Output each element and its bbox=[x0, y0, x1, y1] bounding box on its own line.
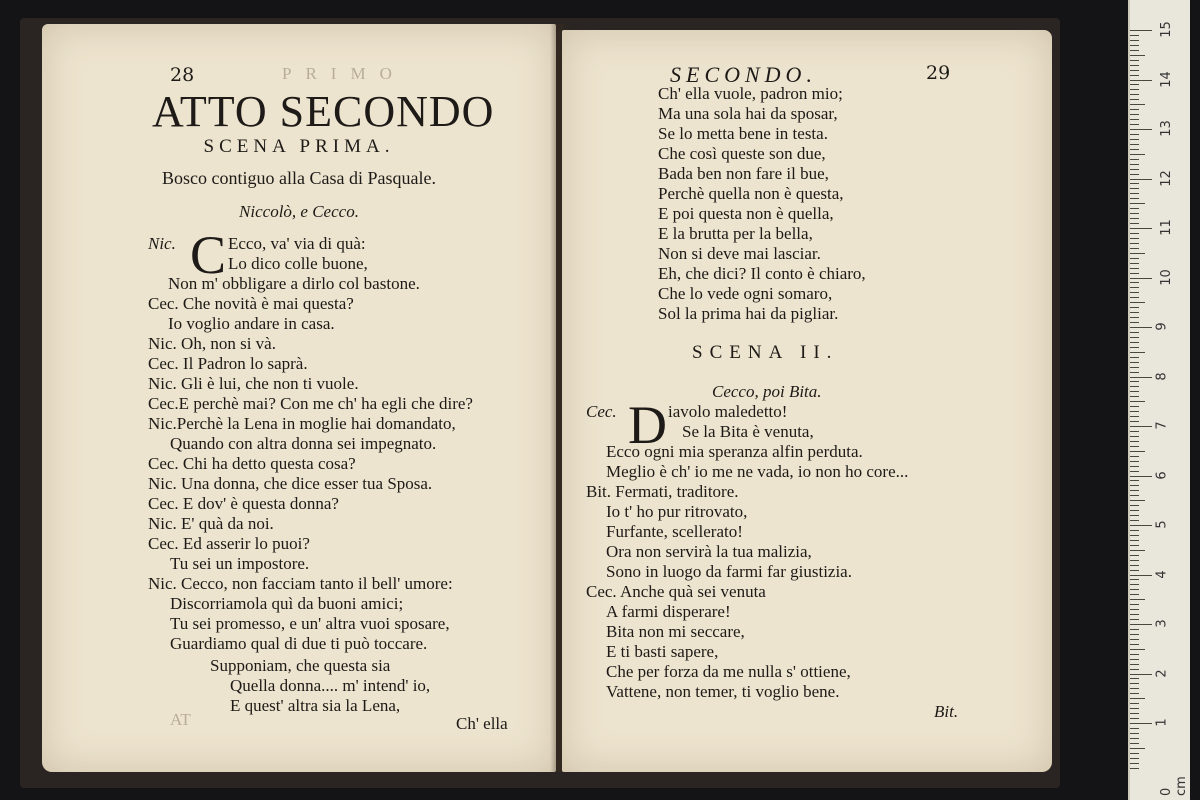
ruler-tick bbox=[1130, 233, 1139, 234]
text-line: Sol la prima hai da pigliar. bbox=[658, 304, 839, 323]
text-line: Che così queste son due, bbox=[658, 144, 826, 163]
text-line: Io voglio andare in casa. bbox=[168, 314, 335, 333]
ruler-tick bbox=[1130, 659, 1139, 660]
ruler-tick bbox=[1130, 708, 1139, 709]
text-line: Io t' ho pur ritrovato, bbox=[606, 502, 748, 521]
text-line: Ch' ella vuole, padron mio; bbox=[658, 84, 843, 103]
text-line: Cec. Chi ha detto questa cosa? bbox=[148, 454, 356, 473]
ruler-tick bbox=[1130, 193, 1139, 194]
text-line: Guardiamo qual di due ti può toccare. bbox=[170, 634, 428, 653]
ruler-tick bbox=[1130, 634, 1139, 635]
ruler-tick bbox=[1130, 748, 1145, 749]
text-line: Cec. Ed asserir lo puoi? bbox=[148, 534, 310, 553]
ruler-tick bbox=[1130, 545, 1139, 546]
ruler-tick bbox=[1130, 50, 1139, 51]
ruler-tick bbox=[1130, 669, 1139, 670]
ruler-tick bbox=[1130, 649, 1145, 650]
ruler-tick bbox=[1130, 654, 1139, 655]
ruler-tick bbox=[1130, 104, 1145, 105]
ruler-tick bbox=[1130, 570, 1139, 571]
ruler-number: 1 bbox=[1154, 718, 1170, 727]
text-line: Cec. Anche quà sei venuta bbox=[586, 582, 766, 601]
ruler-tick bbox=[1130, 55, 1145, 56]
speaker-label: Nic. bbox=[148, 234, 176, 253]
ruler-number: 3 bbox=[1154, 619, 1170, 628]
ruler-number: 12 bbox=[1158, 169, 1174, 187]
text-line: Bita non mi seccare, bbox=[606, 622, 745, 641]
ruler-tick bbox=[1130, 505, 1139, 506]
ruler-tick bbox=[1130, 35, 1139, 36]
ruler-tick bbox=[1130, 287, 1139, 288]
text-line: Eh, che dici? Il conto è chiaro, bbox=[658, 264, 866, 283]
drop-cap: C bbox=[190, 225, 227, 285]
ruler-tick bbox=[1130, 297, 1139, 298]
text-line: Se lo metta bene in testa. bbox=[658, 124, 828, 143]
ruler-tick bbox=[1130, 396, 1139, 397]
ruler-tick bbox=[1130, 758, 1139, 759]
ruler-tick bbox=[1130, 238, 1139, 239]
ruler-tick bbox=[1130, 485, 1139, 486]
text-line: Non m' obbligare a dirlo col bastone. bbox=[168, 274, 420, 293]
ruler-tick bbox=[1130, 471, 1139, 472]
ruler-tick bbox=[1130, 500, 1145, 501]
ruler-tick bbox=[1130, 99, 1139, 100]
ruler-tick bbox=[1130, 728, 1139, 729]
text-line: E ti basti sapere, bbox=[606, 642, 719, 661]
text-line: Ecco, va' via di quà: bbox=[228, 234, 366, 253]
ruler-tick bbox=[1130, 579, 1139, 580]
ruler-tick bbox=[1130, 703, 1139, 704]
ruler-tick bbox=[1130, 609, 1139, 610]
ruler-tick bbox=[1130, 372, 1139, 373]
ruler-tick bbox=[1130, 768, 1139, 769]
ruler-tick bbox=[1130, 535, 1139, 536]
text-line: Bit. Fermati, traditore. bbox=[586, 482, 739, 501]
ruler-tick bbox=[1130, 302, 1145, 303]
ruler-tick bbox=[1130, 530, 1139, 531]
text-line: Che lo vede ogni somaro, bbox=[658, 284, 833, 303]
ruler-tick bbox=[1130, 268, 1139, 269]
ruler-tick bbox=[1130, 723, 1152, 724]
ruler-number: 11 bbox=[1158, 219, 1174, 236]
ruler-tick bbox=[1130, 223, 1139, 224]
text-line: Nic. Oh, non si và. bbox=[148, 334, 276, 353]
ruler-tick bbox=[1130, 426, 1152, 427]
ruler-tick bbox=[1130, 688, 1139, 689]
ruler-tick bbox=[1130, 411, 1139, 412]
speaker-label: Cec. bbox=[586, 402, 617, 421]
ruler-tick bbox=[1130, 594, 1139, 595]
ruler-tick bbox=[1130, 208, 1139, 209]
ruler-tick bbox=[1130, 391, 1139, 392]
ruler-tick bbox=[1130, 490, 1139, 491]
text-line: A farmi disperare! bbox=[606, 602, 731, 621]
text-line: Tu sei un impostore. bbox=[170, 554, 310, 573]
ruler-tick bbox=[1130, 183, 1139, 184]
catchword: Bit. bbox=[934, 702, 959, 721]
text-line: Tu sei promesso, e un' altra vuoi sposare, bbox=[170, 614, 450, 633]
ruler-tick bbox=[1130, 565, 1139, 566]
text-line: Ma una sola hai da sposar, bbox=[658, 104, 838, 123]
ruler-tick bbox=[1130, 70, 1139, 71]
ruler-number: 9 bbox=[1154, 322, 1170, 331]
ruler-tick bbox=[1130, 540, 1139, 541]
ruler-number: 4 bbox=[1154, 569, 1170, 579]
ruler-tick bbox=[1130, 307, 1139, 308]
ruler-tick bbox=[1130, 713, 1139, 714]
text-line: Quando con altra donna sei impegnato. bbox=[170, 434, 437, 453]
ruler-tick bbox=[1130, 80, 1152, 81]
ruler-tick bbox=[1130, 263, 1139, 264]
ruler-tick bbox=[1130, 466, 1139, 467]
ruler-tick bbox=[1130, 45, 1139, 46]
ruler-tick bbox=[1130, 60, 1139, 61]
ruler-tick bbox=[1130, 154, 1145, 155]
ruler-tick bbox=[1130, 114, 1139, 115]
ruler-number: 15 bbox=[1158, 21, 1174, 38]
act-title: ATTO SECONDO bbox=[152, 87, 495, 136]
bleed-through-header: PRIMO bbox=[282, 64, 406, 83]
ruler-tick bbox=[1130, 639, 1139, 640]
ruler-tick bbox=[1130, 674, 1152, 675]
text-line: Cec. E dov' è questa donna? bbox=[148, 494, 339, 513]
text-line: Perchè quella non è questa, bbox=[658, 184, 844, 203]
scene-characters: Cecco, poi Bita. bbox=[712, 382, 822, 401]
ruler-tick bbox=[1130, 253, 1145, 254]
ruler-tick bbox=[1130, 525, 1152, 526]
text-line: Se la Bita è venuta, bbox=[682, 422, 814, 441]
ruler-tick bbox=[1130, 144, 1139, 145]
right-page-number: 29 bbox=[926, 62, 951, 84]
ruler-tick bbox=[1130, 203, 1145, 204]
ruler-tick bbox=[1130, 510, 1139, 511]
scene-title: SCENA II. bbox=[692, 342, 839, 363]
ruler-tick bbox=[1130, 436, 1139, 437]
text-line: Furfante, scellerato! bbox=[606, 522, 743, 541]
text-line: Nic. Gli è lui, che non ti vuole. bbox=[148, 374, 359, 393]
ruler-tick bbox=[1130, 134, 1139, 135]
ruler-tick bbox=[1130, 386, 1139, 387]
ruler-tick bbox=[1130, 282, 1139, 283]
ruler-tick bbox=[1130, 139, 1139, 140]
ruler-tick bbox=[1130, 149, 1139, 150]
ruler-tick bbox=[1130, 401, 1145, 402]
ruler-tick bbox=[1130, 421, 1139, 422]
ruler-tick bbox=[1130, 159, 1139, 160]
ruler-tick bbox=[1130, 248, 1139, 249]
ruler-tick bbox=[1130, 129, 1152, 130]
left-page-number: 28 bbox=[170, 64, 195, 86]
scene-setting: Bosco contiguo alla Casa di Pasquale. bbox=[162, 168, 436, 188]
ruler-tick bbox=[1130, 431, 1139, 432]
ruler-tick bbox=[1130, 317, 1139, 318]
text-line: Sono in luogo da farmi far giustizia. bbox=[606, 562, 852, 581]
ruler-tick bbox=[1130, 332, 1139, 333]
text-line: Nic. Cecco, non facciam tanto il bell' umore: bbox=[148, 574, 453, 593]
ruler-tick bbox=[1130, 550, 1145, 551]
left-page bbox=[42, 24, 556, 772]
ruler-tick bbox=[1130, 743, 1139, 744]
ruler-tick bbox=[1130, 352, 1145, 353]
ruler-tick bbox=[1130, 89, 1139, 90]
ruler-tick bbox=[1130, 164, 1139, 165]
ruler-tick bbox=[1130, 174, 1139, 175]
ruler-tick bbox=[1130, 381, 1139, 382]
ruler-tick bbox=[1130, 738, 1139, 739]
ruler-tick bbox=[1130, 124, 1139, 125]
text-line: Discorriamola quì da buoni amici; bbox=[170, 594, 404, 613]
ruler-tick bbox=[1130, 664, 1139, 665]
ruler-tick bbox=[1130, 698, 1145, 699]
text-line: Meglio è ch' io me ne vada, io non ho core... bbox=[606, 462, 909, 481]
text-line: Nic. Una donna, che dice esser tua Sposa. bbox=[148, 474, 433, 493]
ruler-tick bbox=[1130, 377, 1152, 378]
ruler-tick bbox=[1130, 30, 1152, 31]
ruler-number: 7 bbox=[1154, 421, 1170, 430]
ruler-tick bbox=[1130, 575, 1152, 576]
text-line: E poi questa non è quella, bbox=[658, 204, 834, 223]
text-line: Cec. Che novità è mai questa? bbox=[148, 294, 354, 313]
ruler-tick bbox=[1130, 584, 1139, 585]
ruler-tick bbox=[1130, 337, 1139, 338]
text-line: Supponiam, che questa sia bbox=[210, 656, 391, 675]
ruler-tick bbox=[1130, 644, 1139, 645]
ruler-tick bbox=[1130, 599, 1145, 600]
ruler-tick bbox=[1130, 619, 1139, 620]
ruler-tick bbox=[1130, 614, 1139, 615]
ruler-number: 14 bbox=[1158, 70, 1174, 88]
ruler-tick bbox=[1130, 718, 1139, 719]
ruler-tick bbox=[1130, 218, 1139, 219]
text-line: Non si deve mai lasciar. bbox=[658, 244, 821, 263]
text-line: Cec.E perchè mai? Con me ch' ha egli che dire? bbox=[148, 394, 473, 413]
text-line: Nic.Perchè la Lena in moglie hai domandato, bbox=[148, 414, 456, 433]
text-line: E la brutta per la bella, bbox=[658, 224, 813, 243]
ruler-tick bbox=[1130, 213, 1139, 214]
ruler-tick bbox=[1130, 495, 1139, 496]
ruler-tick bbox=[1130, 555, 1139, 556]
ruler-tick bbox=[1130, 312, 1139, 313]
ruler-tick bbox=[1130, 456, 1139, 457]
ruler-tick bbox=[1130, 515, 1139, 516]
ruler-number: 8 bbox=[1154, 371, 1170, 381]
ruler-tick bbox=[1130, 362, 1139, 363]
text-line: Bada ben non fare il bue, bbox=[658, 164, 829, 183]
ruler-tick bbox=[1130, 347, 1139, 348]
ruler-tick bbox=[1130, 446, 1139, 447]
right-page bbox=[562, 30, 1052, 772]
text-line: E quest' altra sia la Lena, bbox=[230, 696, 401, 715]
ruler-number: 13 bbox=[1158, 120, 1174, 137]
ruler-tick bbox=[1130, 441, 1139, 442]
ruler-tick bbox=[1130, 273, 1139, 274]
ruler-tick bbox=[1130, 589, 1139, 590]
scene-characters: Niccolò, e Cecco. bbox=[239, 202, 359, 221]
text-line: Nic. E' quà da noi. bbox=[148, 514, 274, 533]
ruler-tick bbox=[1130, 683, 1139, 684]
text-line: Ecco ogni mia speranza alfin perduta. bbox=[606, 442, 863, 461]
ruler-tick bbox=[1130, 188, 1139, 189]
ruler-tick bbox=[1130, 84, 1139, 85]
ruler-tick bbox=[1130, 678, 1139, 679]
ruler-tick bbox=[1130, 753, 1139, 754]
ruler-tick bbox=[1130, 292, 1139, 293]
ruler-number: 2 bbox=[1154, 668, 1170, 678]
text-line: Vattene, non temer, ti voglio bene. bbox=[606, 682, 840, 701]
ruler-tick bbox=[1130, 94, 1139, 95]
text-line: iavolo maledetto! bbox=[668, 402, 788, 421]
text-line: Ora non servirà la tua malizia, bbox=[606, 542, 812, 561]
ruler-tick bbox=[1130, 763, 1139, 764]
ruler-tick bbox=[1130, 327, 1152, 328]
running-header: SECONDO. bbox=[670, 62, 817, 87]
ruler-tick bbox=[1130, 243, 1139, 244]
ruler-tick bbox=[1130, 228, 1152, 229]
ruler-tick bbox=[1130, 322, 1139, 323]
ruler-tick bbox=[1130, 629, 1139, 630]
ruler-tick bbox=[1130, 520, 1139, 521]
ruler-tick bbox=[1130, 733, 1139, 734]
bleed-through-catchword: AT bbox=[170, 710, 191, 729]
ruler-tick bbox=[1130, 40, 1139, 41]
ruler-tick bbox=[1130, 65, 1139, 66]
ruler-tick bbox=[1130, 480, 1139, 481]
ruler-tick bbox=[1130, 342, 1139, 343]
text-line: Cec. Il Padron lo saprà. bbox=[148, 354, 308, 373]
ruler-tick bbox=[1130, 693, 1139, 694]
ruler-tick bbox=[1130, 560, 1139, 561]
ruler-number: 0 cm bbox=[1159, 775, 1189, 796]
ruler-tick bbox=[1130, 416, 1139, 417]
ruler-tick bbox=[1130, 75, 1139, 76]
ruler-tick bbox=[1130, 119, 1139, 120]
ruler-number: 10 bbox=[1158, 268, 1174, 286]
ruler-tick bbox=[1130, 109, 1139, 110]
scene-title: SCENA PRIMA. bbox=[203, 136, 395, 157]
text-line: Che per forza da me nulla s' ottiene, bbox=[606, 662, 851, 681]
ruler-tick bbox=[1130, 198, 1139, 199]
ruler-tick bbox=[1130, 169, 1139, 170]
ruler-tick bbox=[1130, 258, 1139, 259]
ruler-tick bbox=[1130, 476, 1152, 477]
ruler-tick bbox=[1130, 406, 1139, 407]
drop-cap: D bbox=[628, 395, 667, 455]
ruler-tick bbox=[1130, 461, 1139, 462]
ruler-number: 5 bbox=[1154, 520, 1170, 529]
ruler-tick bbox=[1130, 367, 1139, 368]
ruler-tick bbox=[1130, 604, 1139, 605]
catchword: Ch' ella bbox=[456, 714, 508, 733]
ruler-number: 6 bbox=[1154, 470, 1170, 480]
ruler-tick bbox=[1130, 624, 1152, 625]
ruler-tick bbox=[1130, 278, 1152, 279]
ruler-tick bbox=[1130, 357, 1139, 358]
measurement-ruler bbox=[1128, 0, 1190, 800]
text-line: Quella donna.... m' intend' io, bbox=[230, 676, 431, 695]
ruler-tick bbox=[1130, 451, 1145, 452]
ruler-tick bbox=[1130, 179, 1152, 180]
text-line: Lo dico colle buone, bbox=[228, 254, 368, 273]
